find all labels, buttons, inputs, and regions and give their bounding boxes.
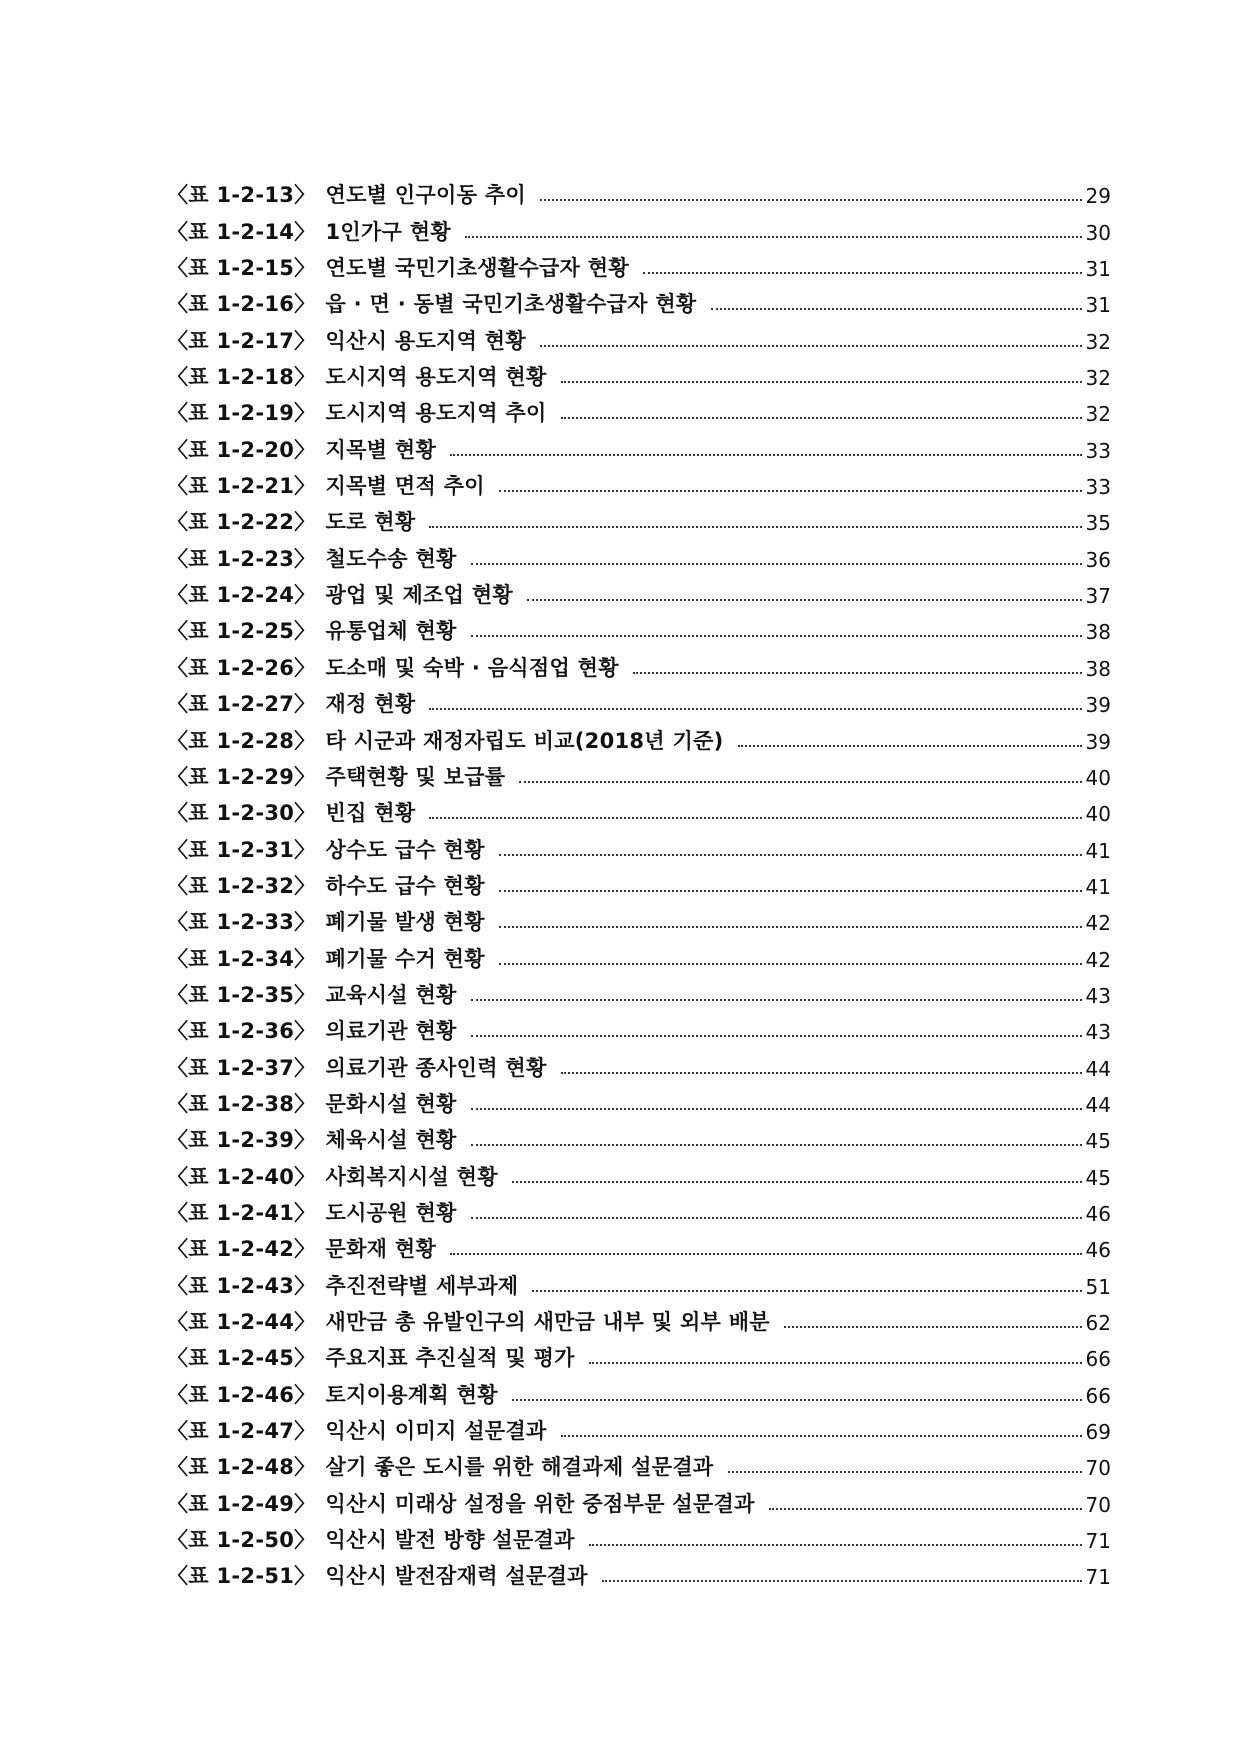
toc-entry-title: 도시지역 용도지역 추이	[325, 401, 547, 426]
toc-dot-leader	[728, 1471, 1082, 1473]
toc-dot-leader	[429, 526, 1081, 528]
toc-entry-title: 의료기관 현황	[325, 1019, 457, 1044]
toc-dot-leader	[471, 1144, 1082, 1146]
toc-entry-label: 〈표 1-2-47〉	[167, 1419, 316, 1444]
toc-entry-title: 살기 좋은 도시를 위한 해결과제 설문결과	[325, 1455, 714, 1480]
toc-dot-leader	[471, 1217, 1082, 1219]
toc-entry-label: 〈표 1-2-25〉	[167, 619, 316, 644]
toc-entry-label: 〈표 1-2-40〉	[167, 1164, 316, 1189]
toc-entry-page-number: 71	[1085, 1529, 1111, 1554]
toc-entry-page-number: 33	[1085, 475, 1111, 500]
toc-dot-leader	[738, 745, 1082, 747]
toc-entry-page-number: 41	[1085, 838, 1111, 863]
toc-entry-title: 철도수송 현황	[325, 546, 457, 571]
toc-entry[interactable]	[167, 497, 1111, 536]
toc-dot-leader	[519, 781, 1081, 783]
toc-entry-label: 〈표 1-2-46〉	[167, 1382, 316, 1407]
toc-dot-leader	[784, 1326, 1082, 1328]
toc-dot-leader	[429, 817, 1081, 819]
toc-entry-title: 광업 및 제조업 현황	[325, 583, 514, 608]
toc-dot-leader	[471, 563, 1082, 565]
toc-entry[interactable]	[167, 861, 1111, 897]
toc-dot-leader	[532, 1290, 1081, 1292]
toc-entry-page-number: 37	[1085, 584, 1111, 609]
toc-entry-title: 도시지역 용도지역 현황	[325, 365, 547, 390]
toc-entry-title: 의료기관 종사인력 현황	[325, 1055, 547, 1080]
toc-entry-label: 〈표 1-2-32〉	[167, 873, 316, 898]
toc-dot-leader	[540, 199, 1082, 201]
toc-entry-page-number: 38	[1085, 620, 1111, 645]
toc-dot-leader	[769, 1508, 1082, 1510]
toc-dot-leader	[589, 1362, 1082, 1364]
toc-entry-label: 〈표 1-2-42〉	[167, 1237, 316, 1262]
toc-entry[interactable]	[167, 788, 1111, 827]
toc-dot-leader	[499, 490, 1082, 492]
toc-entry[interactable]	[167, 1333, 1111, 1372]
toc-entry-page-number: 62	[1085, 1311, 1111, 1335]
toc-entry[interactable]	[167, 1406, 1111, 1445]
toc-entry[interactable]	[167, 424, 1111, 463]
toc-entry-label: 〈표 1-2-22〉	[167, 510, 316, 535]
toc-entry-label: 〈표 1-2-28〉	[167, 728, 316, 753]
toc-entry[interactable]	[167, 824, 1111, 863]
toc-entry-page-number: 66	[1085, 1383, 1111, 1408]
toc-entry-title: 익산시 미래상 설정을 위한 중점부문 설문결과	[325, 1491, 755, 1516]
toc-entry[interactable]	[167, 1079, 1111, 1115]
toc-dot-leader	[561, 1072, 1082, 1074]
toc-entry-label: 〈표 1-2-30〉	[167, 801, 316, 826]
toc-entry-title: 새만금 총 유발인구의 새만금 내부 및 외부 배분	[325, 1310, 770, 1334]
toc-entry-title: 익산시 용도지역 현황	[325, 328, 526, 353]
toc-entry-label: 〈표 1-2-34〉	[167, 946, 316, 971]
toc-dot-leader	[527, 599, 1082, 601]
toc-entry[interactable]	[167, 1297, 1111, 1333]
toc-entry[interactable]	[167, 1260, 1111, 1299]
toc-entry[interactable]	[167, 461, 1111, 500]
toc-entry-page-number: 69	[1085, 1420, 1111, 1445]
toc-entry-label: 〈표 1-2-27〉	[167, 692, 316, 717]
toc-dot-leader	[499, 854, 1082, 856]
toc-entry[interactable]	[167, 352, 1111, 391]
toc-entry-label: 〈표 1-2-13〉	[167, 183, 316, 208]
toc-entry-page-number: 51	[1085, 1274, 1111, 1299]
toc-entry-page-number: 40	[1085, 802, 1111, 827]
toc-entry-page-number: 46	[1085, 1238, 1111, 1263]
toc-entry-title: 익산시 발전잠재력 설문결과	[325, 1564, 588, 1589]
toc-dot-leader	[465, 236, 1082, 238]
toc-dot-leader	[429, 708, 1081, 710]
toc-entry[interactable]	[167, 1224, 1111, 1263]
toc-entry[interactable]	[167, 679, 1111, 718]
toc-dot-leader	[512, 1181, 1082, 1183]
toc-dot-leader	[589, 1544, 1082, 1546]
toc-entry-page-number: 33	[1085, 438, 1111, 463]
table-of-contents	[167, 170, 1111, 1590]
toc-entry-title: 읍 · 면 · 동별 국민기초생활수급자 현황	[325, 292, 697, 317]
toc-entry-label: 〈표 1-2-35〉	[167, 982, 316, 1007]
toc-entry-title: 빈집 현황	[325, 801, 416, 826]
toc-dot-leader	[633, 672, 1082, 674]
toc-entry[interactable]	[167, 1551, 1111, 1590]
toc-entry[interactable]	[167, 279, 1111, 318]
toc-dot-leader	[602, 1580, 1082, 1582]
toc-entry-title: 유통업체 현황	[325, 619, 457, 644]
toc-entry-label: 〈표 1-2-48〉	[167, 1455, 316, 1480]
toc-entry-label: 〈표 1-2-21〉	[167, 474, 316, 499]
toc-entry-page-number: 41	[1085, 874, 1111, 899]
toc-entry-label: 〈표 1-2-31〉	[167, 837, 316, 862]
toc-entry-page-number: 32	[1085, 402, 1111, 427]
toc-entry-label: 〈표 1-2-50〉	[167, 1528, 316, 1553]
toc-entry-label: 〈표 1-2-24〉	[167, 583, 316, 608]
toc-entry-label: 〈표 1-2-36〉	[167, 1019, 316, 1044]
toc-dot-leader	[471, 1108, 1082, 1110]
toc-entry-page-number: 42	[1085, 911, 1111, 936]
toc-entry-label: 〈표 1-2-16〉	[167, 292, 316, 317]
toc-entry[interactable]	[167, 1151, 1111, 1190]
toc-entry[interactable]	[167, 1115, 1111, 1154]
toc-entry-title: 익산시 발전 방향 설문결과	[325, 1528, 575, 1553]
toc-entry[interactable]	[167, 1442, 1111, 1481]
toc-entry-title: 지목별 현황	[325, 437, 437, 462]
toc-entry[interactable]	[167, 933, 1111, 972]
toc-entry[interactable]	[167, 170, 1111, 209]
toc-dot-leader	[561, 1435, 1082, 1437]
toc-dot-leader	[450, 454, 1082, 456]
toc-entry[interactable]	[167, 1478, 1111, 1517]
toc-dot-leader	[711, 308, 1082, 310]
toc-entry-page-number: 36	[1085, 547, 1111, 572]
toc-entry-page-number: 44	[1085, 1056, 1111, 1081]
toc-dot-leader	[512, 1399, 1082, 1401]
toc-entry[interactable]	[167, 606, 1111, 645]
toc-entry[interactable]	[167, 206, 1111, 245]
toc-entry[interactable]	[167, 315, 1111, 354]
toc-entry-title: 폐기물 발생 현황	[325, 910, 485, 935]
toc-entry-title: 도로 현황	[325, 510, 416, 535]
toc-entry-title: 타 시군과 재정자립도 비교(2018년 기준)	[325, 728, 724, 753]
toc-entry[interactable]	[167, 715, 1111, 754]
toc-entry-label: 〈표 1-2-17〉	[167, 328, 316, 353]
toc-entry-label: 〈표 1-2-15〉	[167, 256, 316, 281]
toc-entry[interactable]	[167, 570, 1111, 609]
toc-entry-page-number: 43	[1085, 983, 1111, 1008]
toc-entry-title: 익산시 이미지 설문결과	[325, 1419, 547, 1444]
toc-entry-page-number: 32	[1085, 329, 1111, 354]
toc-entry-label: 〈표 1-2-38〉	[167, 1091, 316, 1116]
toc-entry-title: 연도별 인구이동 추이	[325, 183, 526, 208]
toc-entry-page-number: 29	[1085, 184, 1111, 209]
toc-dot-leader	[450, 1253, 1082, 1255]
toc-dot-leader	[471, 1035, 1082, 1037]
toc-dot-leader	[499, 890, 1082, 892]
toc-entry-title: 추진전략별 세부과제	[325, 1273, 519, 1298]
toc-entry[interactable]	[167, 243, 1111, 282]
toc-entry-page-number: 43	[1085, 1020, 1111, 1045]
toc-entry-page-number: 66	[1085, 1347, 1111, 1372]
toc-entry-title: 토지이용계획 현황	[325, 1382, 498, 1407]
toc-entry[interactable]	[167, 1515, 1111, 1554]
toc-entry-title: 도시공원 현황	[325, 1200, 457, 1225]
toc-entry-label: 〈표 1-2-43〉	[167, 1273, 316, 1298]
toc-entry-label: 〈표 1-2-20〉	[167, 437, 316, 462]
toc-entry-label: 〈표 1-2-49〉	[167, 1491, 316, 1516]
toc-entry-label: 〈표 1-2-33〉	[167, 910, 316, 935]
toc-entry-title: 주요지표 추진실적 및 평가	[325, 1346, 575, 1371]
toc-entry[interactable]	[167, 1006, 1111, 1045]
toc-entry-page-number: 46	[1085, 1201, 1111, 1226]
toc-entry-title: 1인가구 현황	[325, 219, 451, 244]
toc-dot-leader	[499, 926, 1082, 928]
toc-entry[interactable]	[167, 533, 1111, 572]
toc-entry-title: 문화시설 현황	[325, 1091, 457, 1116]
toc-entry-page-number: 30	[1085, 220, 1111, 245]
toc-entry-label: 〈표 1-2-51〉	[167, 1564, 316, 1589]
toc-dot-leader	[643, 272, 1082, 274]
toc-dot-leader	[561, 381, 1082, 383]
toc-entry-page-number: 70	[1085, 1492, 1111, 1517]
toc-entry[interactable]	[167, 970, 1111, 1006]
toc-entry-label: 〈표 1-2-14〉	[167, 219, 316, 244]
toc-entry-label: 〈표 1-2-44〉	[167, 1310, 316, 1334]
toc-entry-title: 폐기물 수거 현황	[325, 946, 485, 971]
toc-entry[interactable]	[167, 1369, 1111, 1408]
toc-dot-leader	[471, 999, 1082, 1001]
toc-dot-leader	[540, 345, 1082, 347]
toc-entry[interactable]	[167, 388, 1111, 427]
toc-entry-title: 연도별 국민기초생활수급자 현황	[325, 256, 629, 281]
toc-entry[interactable]	[167, 642, 1111, 681]
toc-entry-title: 도소매 및 숙박 · 음식점업 현황	[325, 655, 619, 680]
toc-entry-label: 〈표 1-2-18〉	[167, 365, 316, 390]
toc-entry[interactable]	[167, 752, 1111, 788]
toc-entry-page-number: 31	[1085, 257, 1111, 282]
toc-entry-page-number: 35	[1085, 511, 1111, 536]
toc-entry-page-number: 40	[1085, 765, 1111, 790]
toc-entry-title: 사회복지시설 현황	[325, 1164, 498, 1189]
toc-entry-title: 주택현황 및 보급률	[325, 764, 506, 789]
toc-entry-page-number: 44	[1085, 1092, 1111, 1117]
toc-entry-page-number: 32	[1085, 366, 1111, 391]
toc-entry-page-number: 39	[1085, 729, 1111, 754]
toc-entry-page-number: 31	[1085, 293, 1111, 318]
toc-dot-leader	[471, 635, 1082, 637]
toc-entry-title: 상수도 급수 현황	[325, 837, 485, 862]
toc-entry-page-number: 71	[1085, 1565, 1111, 1590]
toc-entry-title: 교육시설 현황	[325, 982, 457, 1007]
toc-entry-label: 〈표 1-2-29〉	[167, 764, 316, 789]
toc-entry-title: 문화재 현황	[325, 1237, 437, 1262]
toc-entry-label: 〈표 1-2-26〉	[167, 655, 316, 680]
toc-entry-page-number: 42	[1085, 947, 1111, 972]
toc-entry-page-number: 45	[1085, 1165, 1111, 1190]
toc-entry-page-number: 70	[1085, 1456, 1111, 1481]
toc-entry-label: 〈표 1-2-19〉	[167, 401, 316, 426]
toc-entry[interactable]	[167, 897, 1111, 936]
toc-entry[interactable]	[167, 1188, 1111, 1224]
toc-entry-label: 〈표 1-2-45〉	[167, 1346, 316, 1371]
toc-entry-page-number: 38	[1085, 656, 1111, 681]
toc-entry-label: 〈표 1-2-41〉	[167, 1200, 316, 1225]
toc-entry-title: 체육시설 현황	[325, 1128, 457, 1153]
toc-entry-title: 하수도 급수 현황	[325, 873, 485, 898]
toc-entry-label: 〈표 1-2-39〉	[167, 1128, 316, 1153]
toc-entry-page-number: 39	[1085, 693, 1111, 718]
toc-entry[interactable]	[167, 1042, 1111, 1081]
toc-entry-label: 〈표 1-2-37〉	[167, 1055, 316, 1080]
toc-entry-page-number: 45	[1085, 1129, 1111, 1154]
toc-dot-leader	[561, 417, 1082, 419]
toc-dot-leader	[499, 963, 1082, 965]
toc-entry-title: 재정 현황	[325, 692, 416, 717]
toc-entry-title: 지목별 면적 추이	[325, 474, 485, 499]
toc-entry-label: 〈표 1-2-23〉	[167, 546, 316, 571]
